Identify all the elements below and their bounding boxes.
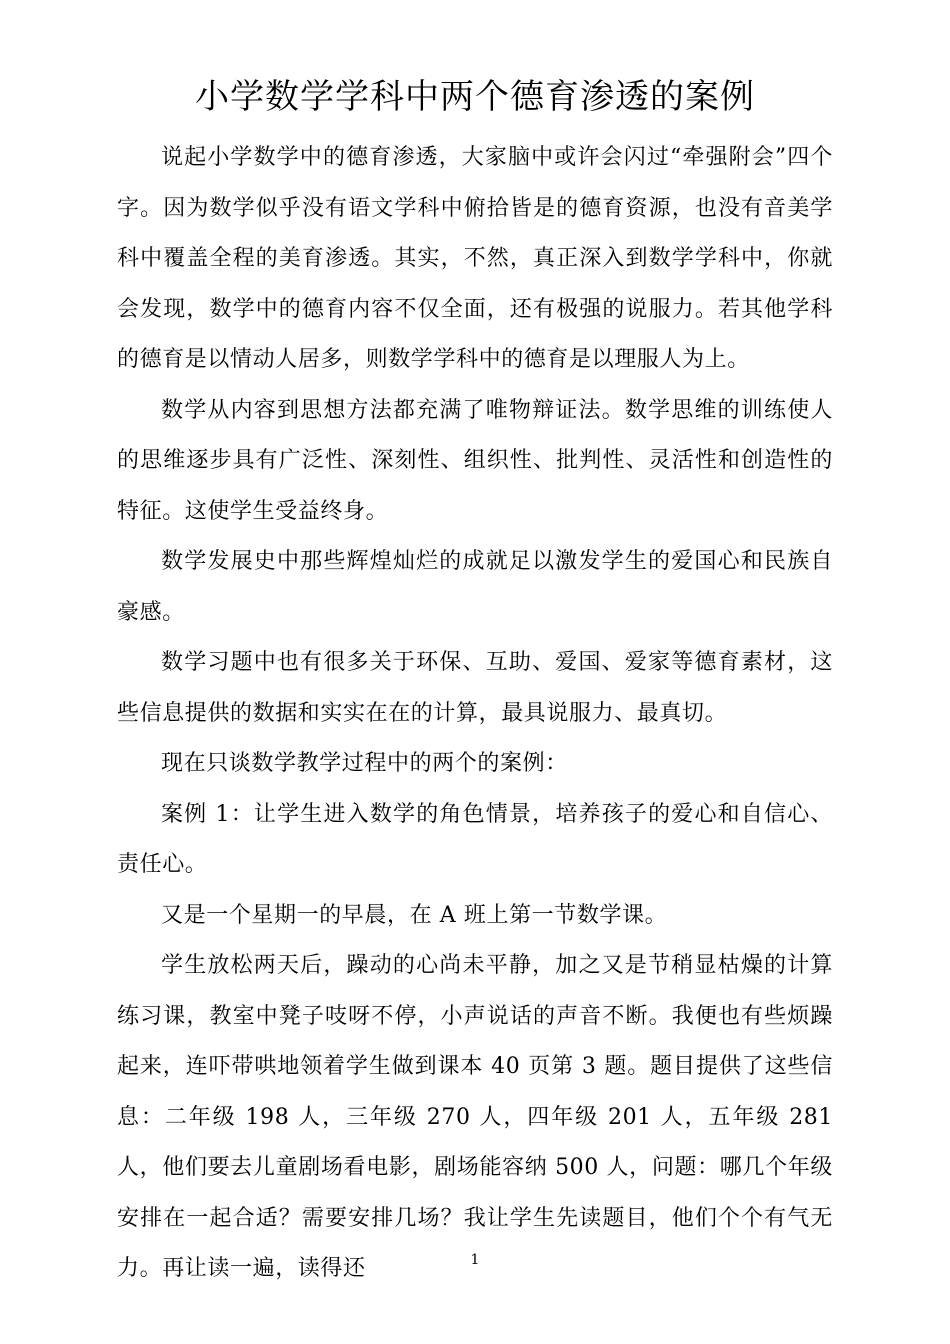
paragraph-class-story: 学生放松两天后，躁动的心尚未平静，加之又是节稍显枯燥的计算练习课，教室中凳子吱呀不停，小声说话的声音不断。我便也有些烦躁起来，连吓带哄地领着学生做到课本 40 页第 3 题。题目提供了这些信息：二年级 198 人，三年级 270 人，四年级 201 人，五年级 281 人，他们要去儿童剧场看电影，剧场能容纳 500 人，问题：哪几个年级安排在一起合适？需要安排几场？我让学生先读题目，他们个个有气无力。再让读一遍，读得还 [117,953,833,1281]
paragraph-intro: 说起小学数学中的德育渗透，大家脑中或许会闪过“牵强附会”四个字。因为数学似乎没有语文学科中俯拾皆是的德育资源，也没有音美学科中覆盖全程的美育渗透。其实，不然，真正深入到数学学科中，你就会发现，数学中的德育内容不仅全面，还有极强的说服力。若其他学科的德育是以情动人居多，则数学学科中的德育是以理服人为上。 [117,145,833,372]
paragraph-exercises: 数学习题中也有很多关于环保、互助、爱国、爱家等德育素材，这些信息提供的数据和实实在在的计算，最具说服力、最真切。 [117,650,833,726]
page-number: 1 [470,1252,480,1268]
document-body [117,133,833,1295]
paragraph-monday-morning: 又是一个星期一的早晨，在 A 班上第一节数学课。 [161,902,668,928]
paragraph-history: 数学发展史中那些辉煌灿烂的成就足以激发学生的爱国心和民族自豪感。 [117,549,833,625]
paragraph-dialectics: 数学从内容到思想方法都充满了唯物辩证法。数学思维的训练使人的思维逐步具有广泛性、深刻性、组织性、批判性、灵活性和创造性的特征。这使学生受益终身。 [117,397,833,524]
paragraph-cases-intro: 现在只谈数学教学过程中的两个的案例： [161,751,568,776]
paragraph-case-1-heading: 案例 1：让学生进入数学的角色情景，培养孩子的爱心和自信心、责任心。 [117,801,833,877]
document-title: 小学数学学科中两个德育渗透的案例 [195,77,755,117]
